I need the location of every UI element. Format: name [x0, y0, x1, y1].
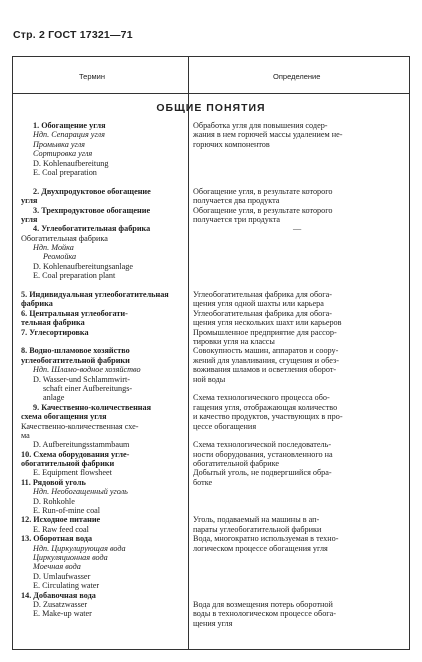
column-divider — [188, 57, 189, 649]
def-13: Вода, многократно используемая в техно- — [193, 534, 339, 544]
term-4-en: E. Coal preparation plant — [33, 271, 116, 281]
term-1-de: D. Kohlenaufbereitung — [33, 158, 109, 168]
def-13: логическом процессе обогащения угля — [193, 543, 328, 553]
def-8: ной воды — [193, 374, 226, 384]
term-11: 11. Рядовой уголь — [21, 477, 86, 487]
def-8: воживания шламов и осветления оборот- — [193, 365, 337, 375]
def-1: жания в нем горючей массы удалением не- — [193, 130, 343, 140]
term-1-syn: Промывка угля — [33, 139, 85, 149]
term-1: 1. Обогащение угля — [33, 121, 106, 130]
term-8-de3: anlage — [43, 393, 65, 403]
def-11: Добытый уголь, не подвергшийся обра- — [193, 468, 332, 478]
def-8: Совокупность машин, аппаратов и соору- — [193, 346, 339, 356]
def-7: тировки угля на классы — [193, 336, 275, 346]
term-4-ndp2: Реомойка — [43, 252, 77, 262]
term-2: 2. Двухпродуктовое обогащение — [33, 186, 151, 196]
term-8-de2: schaft einer Aufbereitungs- — [43, 383, 133, 393]
term-7: 7. Углесортировка — [21, 327, 89, 337]
term-3-cont: угля — [21, 214, 38, 224]
term-2-cont: угля — [21, 196, 38, 206]
def-14: Вода для возмещения потерь оборотной — [193, 599, 333, 609]
def-11: ботке — [193, 477, 213, 487]
term-13-de: D. Umlaufwasser — [33, 571, 91, 581]
term-9-cont: схема обогащения угля — [21, 412, 107, 422]
definitions-column — [193, 121, 407, 628]
term-14-de: D. Zusatzwasser — [33, 599, 88, 609]
term-8-cont: углеобогатительной фабрики — [21, 355, 130, 365]
def-10: ности оборудования, установленного на — [193, 449, 333, 459]
terms-column — [21, 121, 183, 619]
term-4: 4. Углеобогатительная фабрика — [33, 224, 151, 234]
term-4-ndp: Ндп. Мойка — [33, 243, 74, 253]
def-9: гащения угля, отображающая количество — [193, 402, 338, 412]
def-9: и качество продуктов, участвующих в про- — [193, 412, 343, 422]
term-8-ndp: Ндп. Шламо-водное хозяйство — [33, 365, 141, 375]
def-9: цессе обогащения — [193, 421, 257, 431]
term-8: 8. Водно-шламовое хозяйство — [21, 346, 130, 356]
def-2: получается два продукта — [193, 196, 280, 206]
term-5: 5. Индивидуальная углеобогатительная фабрика — [21, 290, 169, 309]
def-5: щения угля одной шахты или карьера — [193, 299, 324, 309]
column-header-definition: Определение — [273, 72, 321, 81]
term-13-ndp2: Циркуляционная вода — [33, 552, 108, 562]
term-4-syn: Обогатительная фабрика — [21, 233, 108, 243]
term-6-cont: тельная фабрика — [21, 318, 85, 328]
def-6: щения угля нескольких шахт или карьеров — [193, 318, 342, 328]
section-title: ОБЩИЕ ПОНЯТИЯ — [156, 102, 266, 114]
def-10: обогатительной фабрике — [193, 459, 280, 469]
def-6: Углеобогатительная фабрика для обога- — [193, 308, 332, 318]
term-11-en: E. Run-of-mine coal — [33, 506, 101, 516]
term-8-de: D. Wasser-und Schlammwirt- — [33, 374, 131, 384]
term-3: 3. Трехпродуктовое обогащение — [33, 205, 151, 215]
term-14: 14. Добавочная вода — [21, 590, 96, 600]
def-2: Обогащение угля, в результате которого — [193, 186, 333, 196]
def-10: Схема технологической последователь- — [193, 440, 332, 450]
def-9: Схема технологического процесса обо- — [193, 393, 330, 403]
term-6: 6. Центральная углеобогати- — [21, 308, 128, 318]
def-3: получается три продукта — [193, 214, 281, 224]
term-9-syn: Качественно-количественная схе- — [21, 421, 139, 431]
term-9: 9. Качественно-количественная — [33, 402, 152, 412]
def-12: Уголь, подаваемый на машины в ап- — [193, 515, 320, 525]
term-12: 12. Исходное питание — [21, 515, 101, 525]
def-14: щения угля — [193, 618, 233, 628]
term-12-en: E. Raw feed coal — [33, 524, 89, 534]
def-14: воды в технологическом процессе обога- — [193, 609, 337, 619]
header-divider — [13, 93, 409, 94]
term-13-ndp: Ндп. Циркулирующая вода — [33, 543, 126, 553]
term-1-ndp: Ндп. Сепарация угля — [33, 130, 105, 140]
def-1: Обработка угля для повышения содер- — [193, 121, 328, 130]
def-5: Углеобогатительная фабрика для обога- — [193, 290, 332, 300]
term-1-syn: Сортировка угля — [33, 149, 93, 159]
def-8: жений для улавливания, сгущения и обез- — [193, 355, 340, 365]
term-10-en: E. Equipment flowsheet — [33, 468, 112, 478]
term-13-ndp3: Моечная вода — [33, 562, 81, 572]
term-13: 13. Оборотная вода — [21, 534, 93, 544]
terms-table — [12, 56, 410, 650]
def-4: — — [293, 224, 302, 234]
term-9-syn2: ма — [21, 430, 30, 440]
term-11-de: D. Rohkohle — [33, 496, 75, 506]
term-14-en: E. Make-up water — [33, 609, 92, 619]
def-7: Промышленное предприятие для рассор- — [193, 327, 337, 337]
page-header: Стр. 2 ГОСТ 17321—71 — [13, 29, 133, 41]
term-4-de: D. Kohlenaufbereitungsanlage — [33, 261, 134, 271]
term-9-de: D. Aufbereitungsstammbaum — [33, 440, 130, 450]
def-12: параты углеобогатительной фабрики — [193, 524, 322, 534]
term-1-en: E. Coal preparation — [33, 167, 97, 177]
term-11-ndp: Ндп. Необогащенный уголь — [33, 487, 128, 497]
term-10-cont: обогатительной фабрики — [21, 459, 115, 469]
def-3: Обогащение угля, в результате которого — [193, 205, 333, 215]
term-13-en: E. Circulating water — [33, 581, 100, 591]
term-10: 10. Схема оборудования угле- — [21, 449, 130, 459]
def-1: горючих компонентов — [193, 139, 270, 149]
column-header-term: Термин — [79, 72, 105, 81]
